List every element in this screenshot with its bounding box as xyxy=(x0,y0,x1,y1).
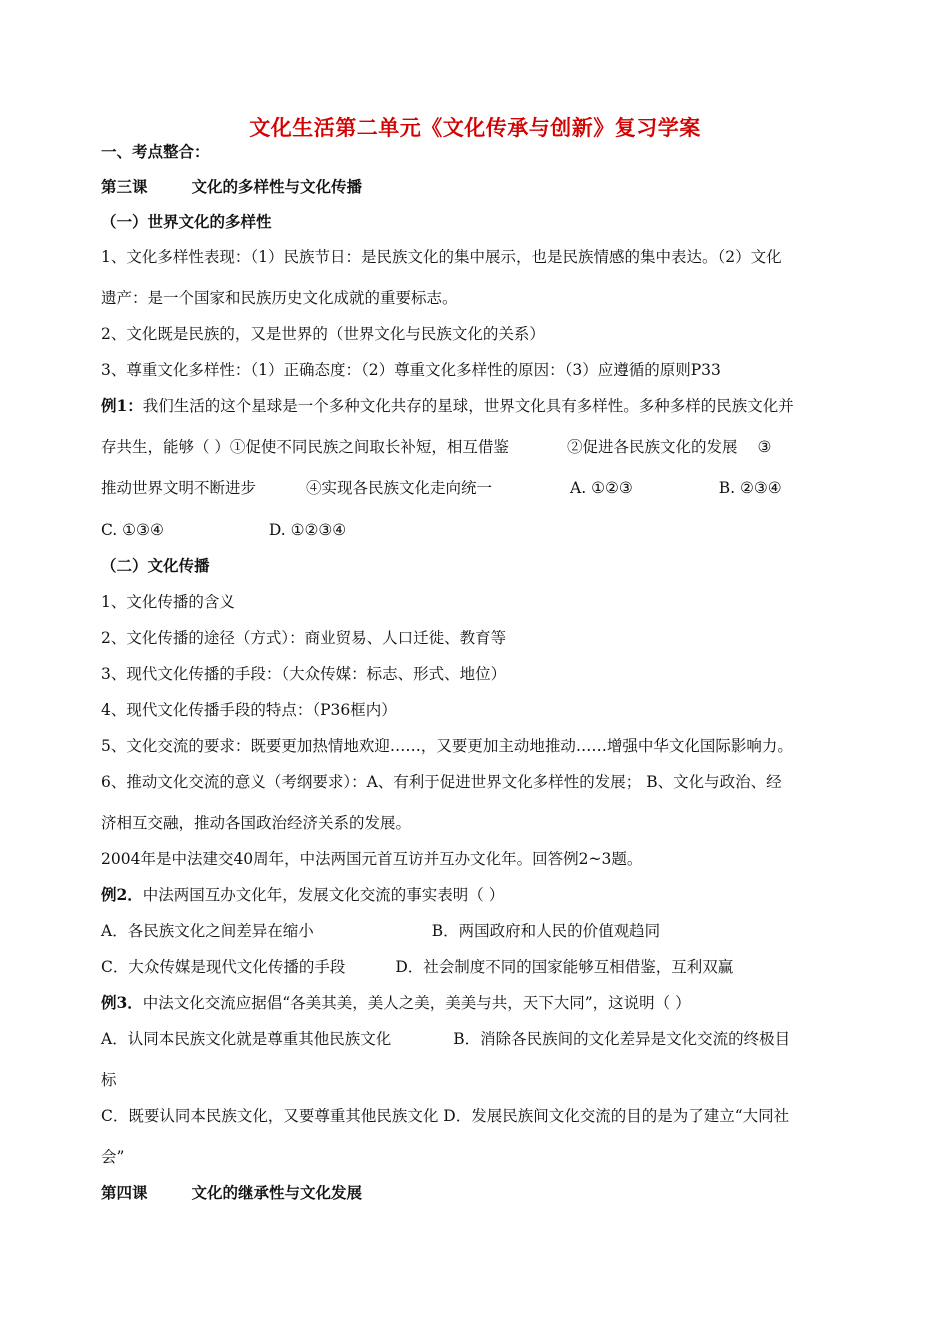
lesson-3-number: 第三课 xyxy=(101,177,148,196)
example-1-text: 我们生活的这个星球是一个多种文化共存的星球，世界文化具有多样性。多种多样的民族文化并 xyxy=(142,397,794,415)
example-1-line-4 xyxy=(101,520,346,540)
lesson-4-number: 第四课 xyxy=(101,1183,148,1202)
paragraph: 会” xyxy=(101,1148,125,1166)
option-d: D．社会制度不同的国家能够互相借鉴，互利双赢 xyxy=(395,958,734,976)
option-c: C. ①③④ xyxy=(101,521,164,539)
example-1-text: 推动世界文明不断进步 xyxy=(101,479,257,497)
option-b: B. ②③④ xyxy=(718,479,782,497)
paragraph: 6、推动文化交流的意义（考纲要求）：A、有利于促进世界文化多样性的发展； B、文化与政治、经 xyxy=(101,773,782,791)
example-3-question xyxy=(101,993,691,1013)
option-b: B．两国政府和人民的价值观趋同 xyxy=(431,922,661,940)
option-d: D. ①②③④ xyxy=(268,521,347,539)
paragraph: 标 xyxy=(101,1071,117,1089)
example-2-question xyxy=(101,885,504,905)
document-title: 文化生活第二单元《文化传承与创新》复习学案 xyxy=(249,115,701,140)
example-3-label: 例3． xyxy=(101,993,143,1012)
paragraph: 2、文化传播的途径（方式）：商业贸易、人口迁徙、教育等 xyxy=(101,629,507,647)
option-a: A. ①②③ xyxy=(570,479,633,497)
paragraph: 2、文化既是民族的，又是世界的（世界文化与民族文化的关系） xyxy=(101,325,545,343)
option-b: B．消除各民族间的文化差异是文化交流的终极目 xyxy=(453,1030,791,1048)
example-3-text: 中法文化交流应据倡“各美其美，美人之美，美美与共，天下大同”，这说明（ ） xyxy=(142,994,691,1012)
example-1-text: ③ xyxy=(757,438,772,456)
paragraph: 济相互交融，推动各国政治经济关系的发展。 xyxy=(101,814,412,832)
paragraph: 3、现代文化传播的手段：（大众传媒：标志、形式、地位） xyxy=(101,665,507,683)
example-1-text: ②促进各民族文化的发展 xyxy=(566,438,738,456)
paragraph: 1、文化传播的含义 xyxy=(101,593,235,611)
paragraph: 4、现代文化传播手段的特点：（P36框内） xyxy=(101,701,397,719)
option-a: A．认同本民族文化就是尊重其他民族文化 xyxy=(101,1030,392,1048)
example-1-line-3 xyxy=(101,478,782,498)
lesson-3-name: 文化的多样性与文化传播 xyxy=(191,177,363,196)
example-1-line-2 xyxy=(101,437,771,457)
paragraph: 3、尊重文化多样性：（1）正确态度：（2）尊重文化多样性的原因：（3）应遵循的原则P33 xyxy=(101,361,721,379)
paragraph: 遗产：是一个国家和民族历史文化成就的重要标志。 xyxy=(101,289,458,307)
example-2-label: 例2． xyxy=(101,885,143,904)
subsection-1-title: （一）世界文化的多样性 xyxy=(101,212,272,231)
paragraph-intro: 2004年是中法建交40周年，中法两国元首互访并互办文化年。回答例2~3题。 xyxy=(101,850,643,868)
option-c: C．大众传媒是现代文化传播的手段 xyxy=(101,958,346,976)
lesson-3-heading xyxy=(101,177,362,197)
subsection-2-title: （二）文化传播 xyxy=(101,556,210,575)
paragraph: 5、文化交流的要求：既要更加热情地欢迎……，又要更加主动地推动……增强中华文化国际影响力。 xyxy=(101,737,793,755)
example-1-text: 存共生，能够（ ）①促使不同民族之间取长补短，相互借鉴 xyxy=(101,438,509,456)
lesson-4-name: 文化的继承性与文化发展 xyxy=(191,1183,363,1202)
example-3-options-cd: C．既要认同本民族文化，又要尊重其他民族文化 D．发展民族间文化交流的目的是为了建立“大同社 xyxy=(101,1107,790,1125)
paragraph: 1、文化多样性表现：（1）民族节日：是民族文化的集中展示，也是民族情感的集中表达。（2）文化 xyxy=(101,248,782,266)
section-heading-kaodian: 一、考点整合： xyxy=(101,142,210,161)
example-1-label: 例1： xyxy=(101,396,143,415)
option-a: A．各民族文化之间差异在缩小 xyxy=(101,922,314,940)
example-1-question xyxy=(101,396,794,416)
lesson-4-heading xyxy=(101,1183,362,1203)
example-3-options-ab xyxy=(101,1029,790,1049)
example-2-options-cd xyxy=(101,957,733,977)
example-1-text: ④实现各民族文化走向统一 xyxy=(306,479,493,497)
example-2-options-ab xyxy=(101,921,660,941)
example-2-text: 中法两国互办文化年，发展文化交流的事实表明（ ） xyxy=(142,886,505,904)
